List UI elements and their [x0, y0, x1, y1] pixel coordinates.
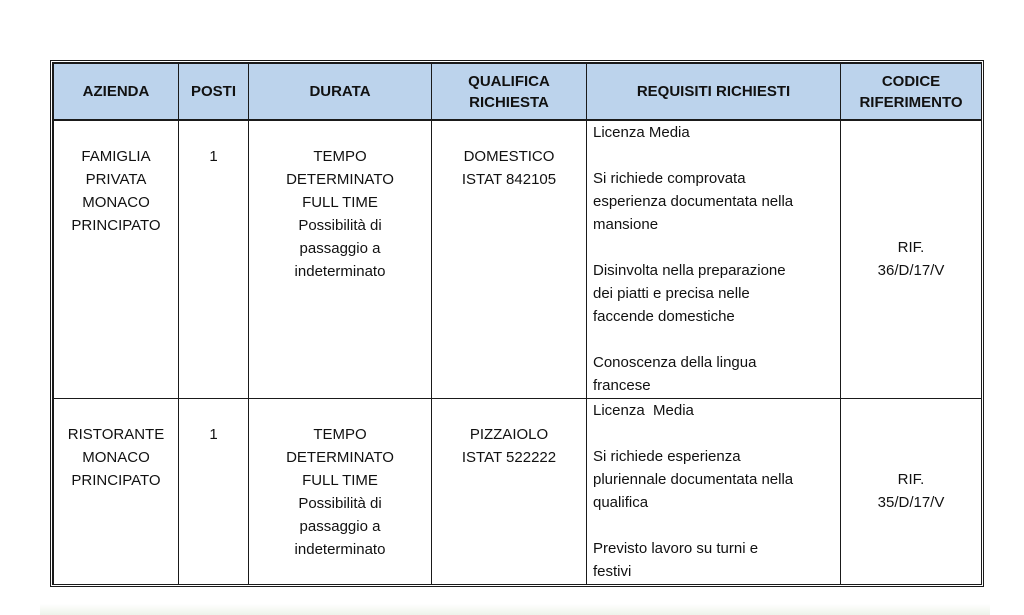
header-azienda: AZIENDA	[54, 64, 179, 121]
codice-line: RIF.	[897, 239, 925, 257]
header-codice-line: CODICE	[881, 72, 941, 90]
requisiti-spacer	[593, 514, 834, 537]
table-row	[54, 398, 982, 584]
requisiti-spacer	[593, 144, 834, 167]
qualifica-line: DOMESTICO	[463, 148, 555, 165]
durata-line: Possibilità di	[298, 217, 382, 234]
requisiti-line: mansione	[593, 216, 659, 233]
header-durata: DURATA	[249, 64, 432, 121]
durata-line: passaggio a	[299, 240, 381, 257]
azienda-line: FAMIGLIA	[81, 148, 151, 165]
header-qualifica-line: RICHIESTA	[469, 93, 549, 111]
durata-line: DETERMINATO	[286, 171, 394, 188]
azienda-line: MONACO	[82, 194, 150, 211]
header-requisiti: REQUISITI RICHIESTI	[587, 64, 841, 121]
codice-line: 36/D/17/V	[877, 262, 945, 280]
azienda-line: MONACO	[82, 448, 150, 466]
durata-line: indeterminato	[294, 263, 386, 280]
requisiti-line: francese	[593, 377, 651, 394]
cell-durata	[249, 120, 432, 398]
cell-posti	[179, 120, 249, 398]
durata-line: FULL TIME	[302, 194, 378, 211]
cell-posti	[179, 398, 249, 584]
durata-line: DETERMINATO	[286, 448, 394, 466]
requisiti-line: festivi	[593, 562, 632, 580]
qualifica-line: PIZZAIOLO	[469, 425, 549, 443]
posti-value: 1	[209, 425, 218, 443]
requisiti-line: Previsto lavoro su turni e	[593, 539, 759, 557]
requisiti-line: Conoscenza della lingua	[593, 354, 757, 371]
requisiti-spacer	[593, 236, 834, 259]
table-header-row	[54, 64, 982, 121]
azienda-line: PRINCIPATO	[71, 217, 161, 234]
requisiti-line: faccende domestiche	[593, 308, 735, 325]
codice-line: 35/D/17/V	[877, 494, 945, 511]
durata-line: TEMPO	[313, 425, 367, 443]
requisiti-line: pluriennale documentata nella	[593, 470, 794, 488]
table-row	[54, 120, 982, 398]
cell-requisiti	[587, 398, 841, 584]
job-offers-table-frame	[50, 60, 984, 587]
cell-codice	[841, 398, 982, 584]
qualifica-line: ISTAT 522222	[461, 448, 557, 466]
azienda-line: PRINCIPATO	[71, 471, 161, 489]
cell-azienda	[54, 398, 179, 584]
cell-qualifica	[432, 398, 587, 584]
requisiti-spacer	[593, 328, 834, 351]
durata-line: Possibilità di	[298, 494, 382, 512]
azienda-line: PRIVATA	[85, 171, 147, 188]
qualifica-line: ISTAT 842105	[461, 171, 557, 188]
requisiti-line: esperienza documentata nella	[593, 193, 794, 210]
header-codice-line: RIFERIMENTO	[859, 93, 963, 111]
cell-qualifica	[432, 120, 587, 398]
requisiti-line: Si richiede esperienza	[593, 447, 741, 465]
azienda-line: RISTORANTE	[67, 425, 165, 443]
codice-line: RIF.	[897, 471, 925, 488]
header-posti: POSTI	[179, 64, 249, 121]
durata-line: indeterminato	[294, 540, 386, 558]
cell-durata	[249, 398, 432, 584]
durata-line: passaggio a	[299, 517, 381, 535]
requisiti-line: qualifica	[593, 493, 649, 511]
job-offers-table	[53, 63, 982, 585]
cell-azienda	[54, 120, 179, 398]
cell-codice	[841, 120, 982, 398]
requisiti-line: Disinvolta nella preparazione	[593, 262, 786, 279]
header-qualifica-line: QUALIFICA	[468, 72, 550, 90]
cell-requisiti	[587, 120, 841, 398]
requisiti-spacer	[593, 422, 834, 445]
requisiti-line: Licenza Media	[593, 401, 694, 419]
requisiti-line: Si richiede comprovata	[593, 170, 746, 187]
durata-line: TEMPO	[313, 148, 367, 165]
posti-value: 1	[209, 148, 218, 165]
requisiti-line: Licenza Media	[593, 124, 690, 141]
header-codice	[841, 64, 982, 121]
page-bottom-band	[40, 604, 990, 615]
durata-line: FULL TIME	[302, 471, 378, 489]
requisiti-line: dei piatti e precisa nelle	[593, 285, 750, 302]
header-qualifica	[432, 64, 587, 121]
